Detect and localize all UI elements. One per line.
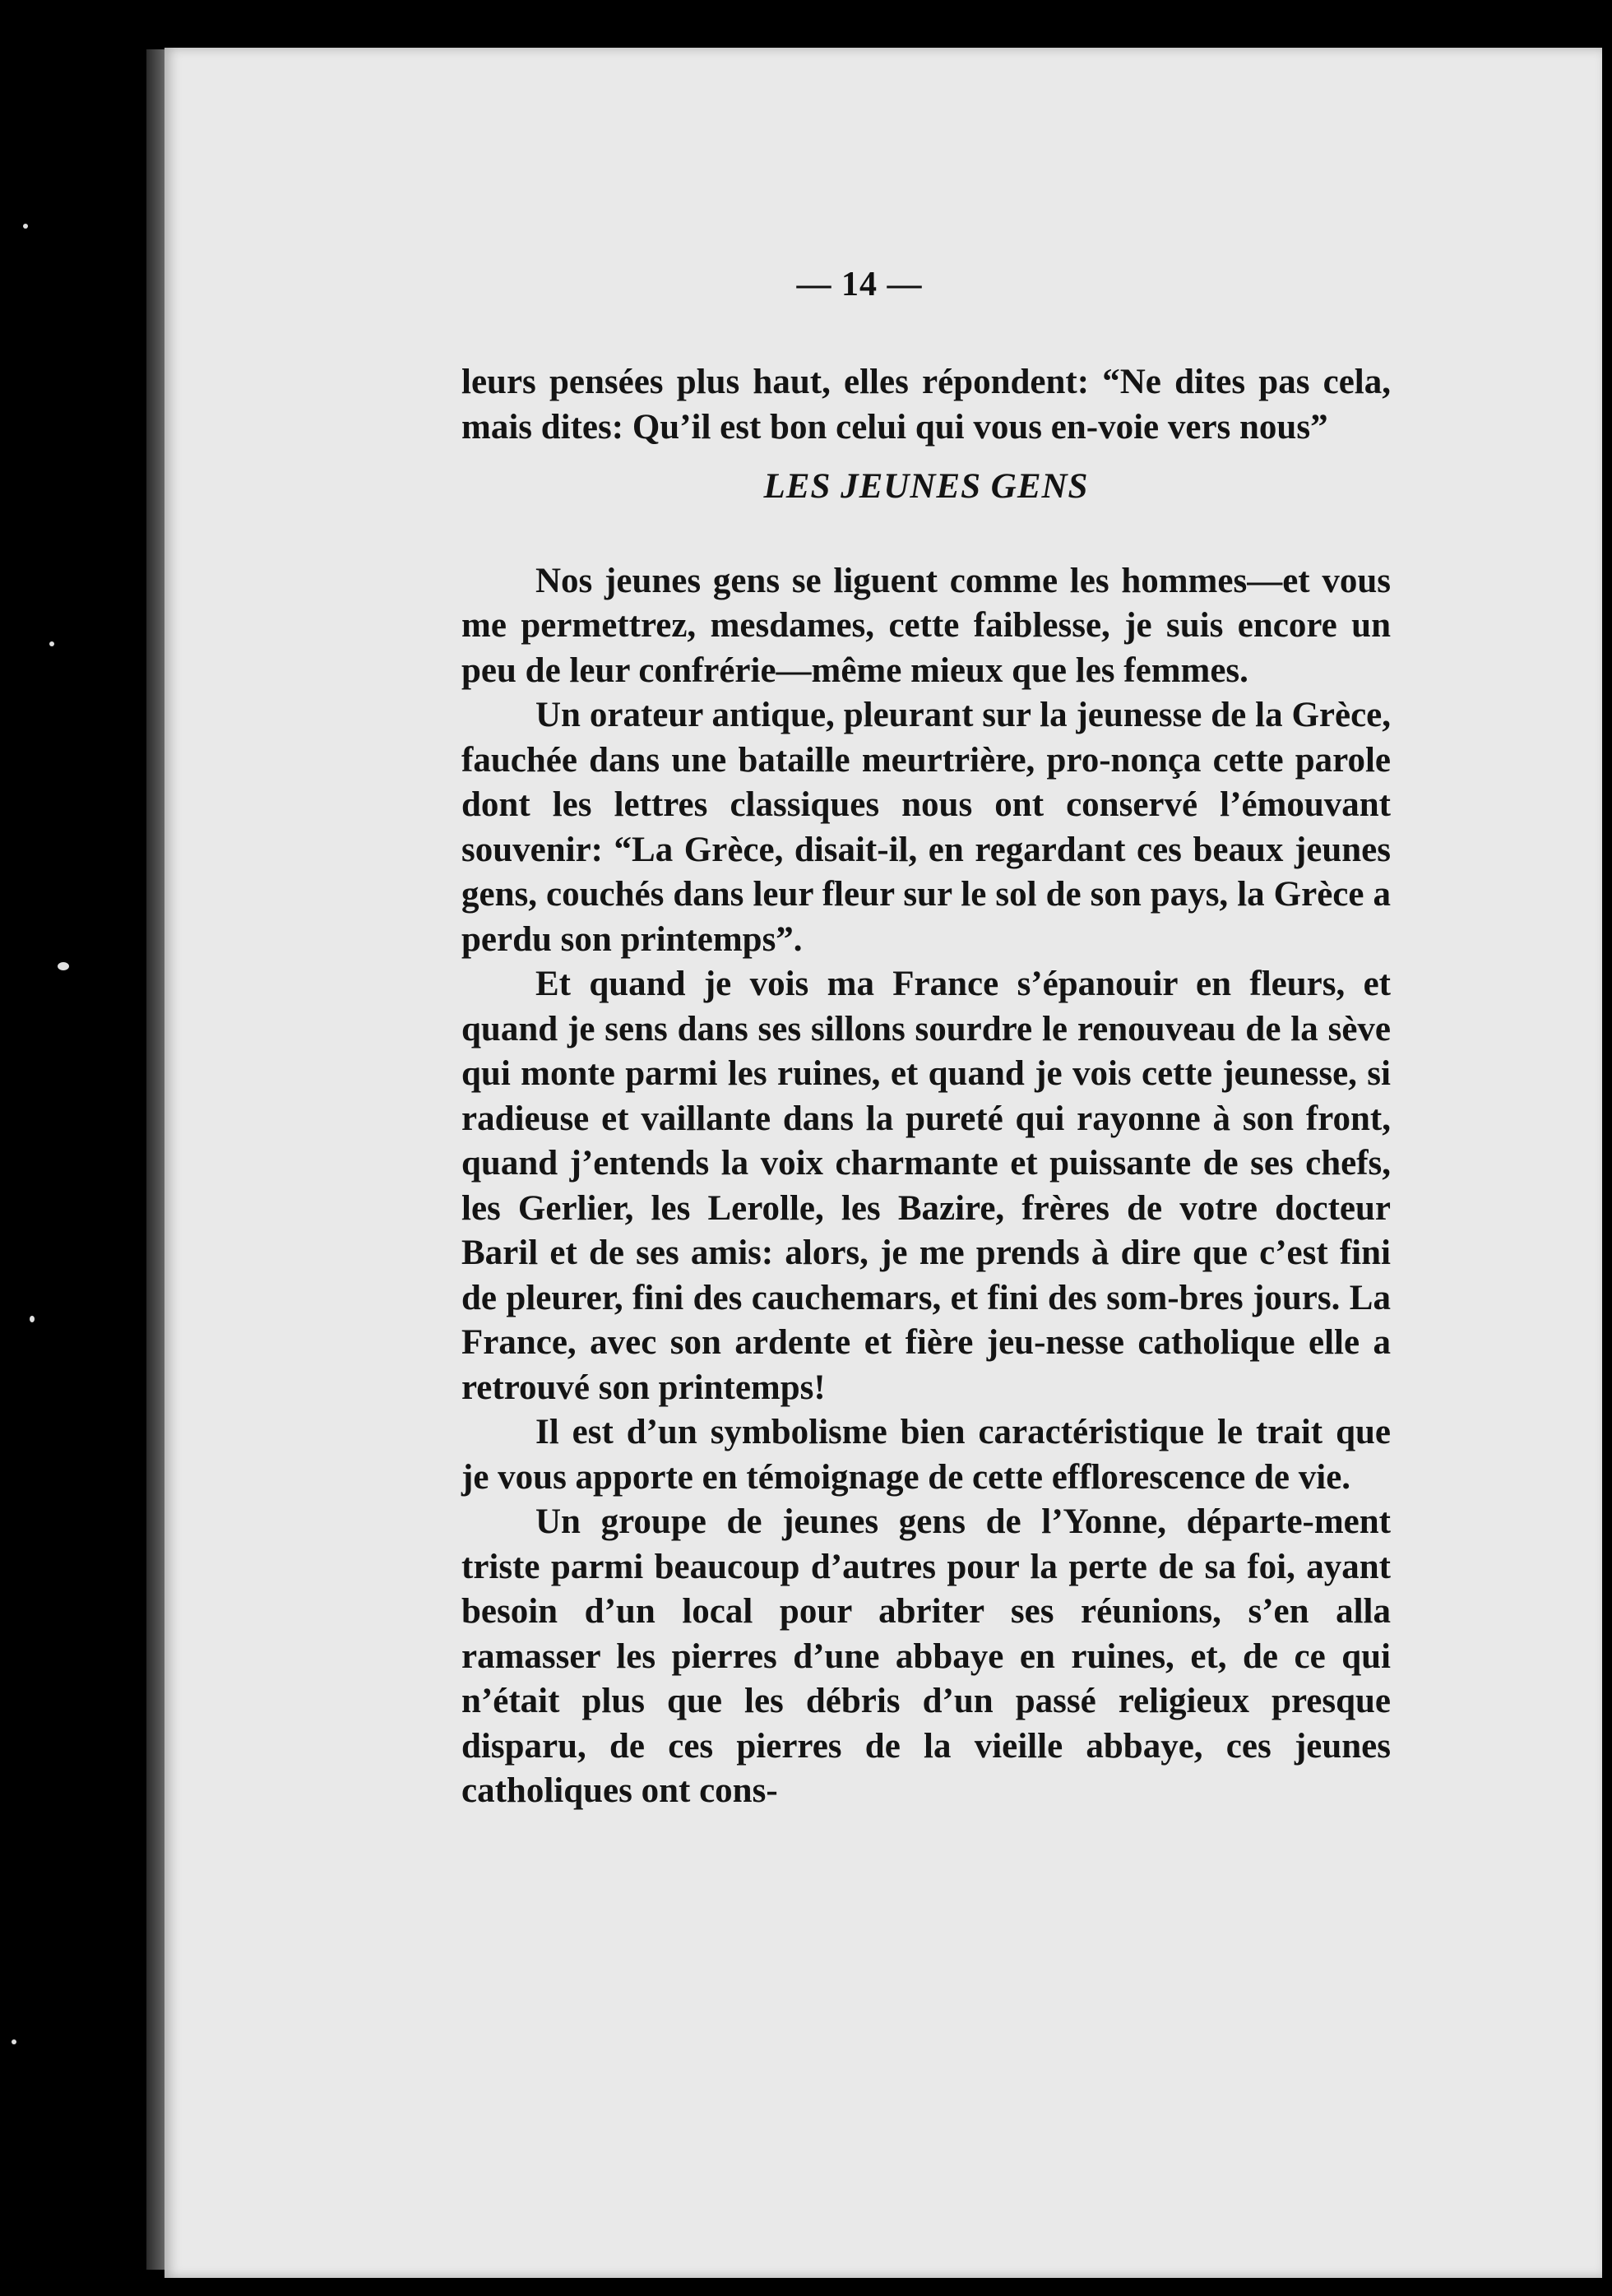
section-heading: LES JEUNES GENS <box>763 467 1089 506</box>
paragraph-1: Nos jeunes gens se liguent comme les hommes—et vous me permettrez, mesdames, cette faiblesse, je suis encore un peu de leur confrérie—même mieux que les femmes. <box>461 561 1391 690</box>
film-speck <box>23 224 28 229</box>
paragraph-3: Et quand je vois ma France s’épanouir en fleurs, et quand je sens dans ses sillons sourdre le renouveau de la sève qui monte parmi les ruines, et quand je vois cette jeunesse, si radieuse et vaillante dans la pureté qui rayonne à son front, quand j’entends la voix charmante et puissante de ses chefs, les Gerlier, les Lerolle, les Bazire, frères de votre docteur Baril et de ses amis: alors, je me prends à dire que c’est fini de pleurer, fini des cauchemars, et fini des som-bres jours. La France, avec son ardente et fière jeu-nesse catholique elle a retrouvé son printemps! <box>461 965 1391 1407</box>
film-speck <box>12 2039 16 2044</box>
film-speck <box>58 962 69 970</box>
paragraph-2: Un orateur antique, pleurant sur la jeunesse de la Grèce, fauchée dans une bataille meurtrière, pro-nonça cette parole dont les lettres classiques nous ont conservé l’émouvant souvenir: “La Grèce, disait-il, en regardant ces beaux jeunes gens, couchés dans leur fleur sur le sol de son pays, la Grèce a perdu son printemps”. <box>461 696 1391 959</box>
film-speck <box>30 1316 35 1322</box>
paragraph-4: Il est d’un symbolisme bien caractéristique le trait que je vous apporte en témoignage de cette efflorescence de vie. <box>461 1413 1391 1497</box>
paragraph-5: Un groupe de jeunes gens de l’Yonne, départe-ment triste parmi beaucoup d’autres pour la perte de sa foi, ayant besoin d’un local pour abriter ses réunions, s’en alla ramasser les pierres d’une abbaye en ruines, et, de ce qui n’était plus que les débris d’un passé religieux presque disparu, de ces pierres de la vieille abbaye, ces jeunes catholiques ont cons- <box>461 1502 1391 1810</box>
body-text <box>461 360 1391 1814</box>
page-number: — 14 — <box>796 266 923 303</box>
continuation-paragraph: leurs pensées plus haut, elles répondent: “Ne dites pas cela, mais dites: Qu’il est bon celui qui vous en-voie vers nous” <box>461 363 1391 447</box>
film-speck <box>49 641 54 646</box>
